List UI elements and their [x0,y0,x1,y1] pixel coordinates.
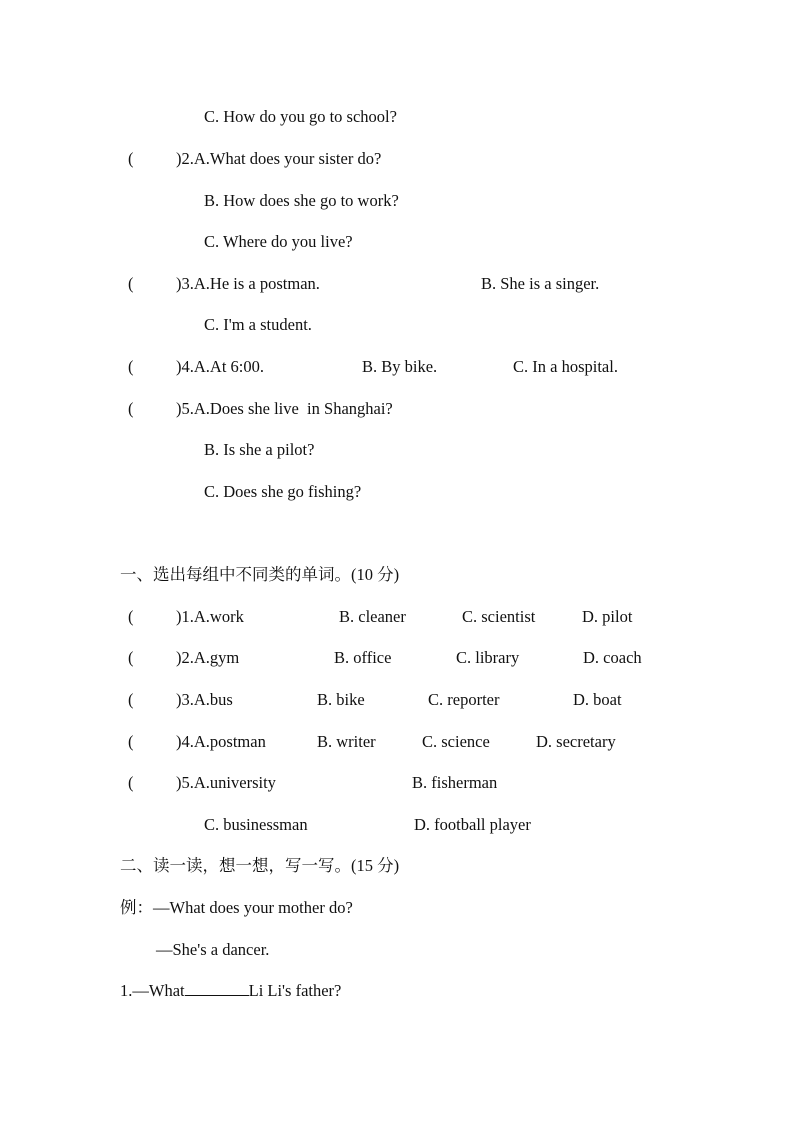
q2-option-a: )2.A.What does your sister do? [176,149,382,168]
s2-q1-blank[interactable] [185,981,249,996]
q4-answer-paren[interactable]: ( [128,357,134,376]
q4-option-c: C. In a hospital. [513,357,618,376]
q3-option-b: B. She is a singer. [481,274,600,293]
s1-q2-option-a: )2.A.gym [176,648,240,667]
s1-q3-option-a: )3.A.bus [176,690,233,709]
s1-q5-option-c: C. businessman [204,815,308,834]
s2-q1-prefix: 1.—What [120,981,185,1000]
s1-q2-option-c: C. library [456,648,520,667]
s1-q1-option-b: B. cleaner [339,607,406,626]
q3-answer-paren[interactable]: ( [128,274,134,293]
s1-q1-option-a: )1.A.work [176,607,244,626]
s2-q1-line [120,981,341,1001]
s1-q4-option-b: B. writer [317,732,376,751]
s1-q5-option-d: D. football player [414,815,531,834]
q1-option-c: C. How do you go to school? [204,107,397,126]
q2-option-b: B. How does she go to work? [204,191,399,210]
s1-q2-paren[interactable]: ( [128,648,134,667]
q5-option-c: C. Does she go fishing? [204,482,362,501]
example-answer: —She's a dancer. [156,940,270,959]
s1-q5-paren[interactable]: ( [128,773,134,792]
s1-q4-option-c: C. science [422,732,490,751]
q4-option-a: )4.A.At 6:00. [176,357,264,376]
example-question: 例：—What does your mother do? [120,898,353,917]
s1-q4-option-d: D. secretary [536,732,616,751]
s1-q1-paren[interactable]: ( [128,607,134,626]
q3-option-a: )3.A.He is a postman. [176,274,320,293]
q2-option-c: C. Where do you live? [204,232,353,251]
s1-q3-paren[interactable]: ( [128,690,134,709]
section1-heading: 一、选出每组中不同类的单词。(10 分) [120,565,400,584]
s1-q5-option-b: B. fisherman [412,773,498,792]
s1-q1-option-d: D. pilot [582,607,633,626]
q4-option-b: B. By bike. [362,357,438,376]
s1-q3-option-b: B. bike [317,690,365,709]
q2-answer-paren[interactable]: ( [128,149,134,168]
section2-heading: 二、读一读，想一想，写一写。(15 分) [120,856,400,875]
s1-q5-option-a: )5.A.university [176,773,276,792]
s1-q1-option-c: C. scientist [462,607,536,626]
q5-option-a: )5.A.Does she live in Shanghai? [176,399,393,418]
s1-q4-option-a: )4.A.postman [176,732,266,751]
s1-q4-paren[interactable]: ( [128,732,134,751]
q3-option-c: C. I'm a student. [204,315,312,334]
q5-answer-paren[interactable]: ( [128,399,134,418]
s2-q1-suffix: Li Li's father? [248,981,342,1000]
s1-q2-option-b: B. office [334,648,392,667]
s1-q2-option-d: D. coach [583,648,642,667]
q5-option-b: B. Is she a pilot? [204,440,315,459]
s1-q3-option-c: C. reporter [428,690,500,709]
s1-q3-option-d: D. boat [573,690,622,709]
